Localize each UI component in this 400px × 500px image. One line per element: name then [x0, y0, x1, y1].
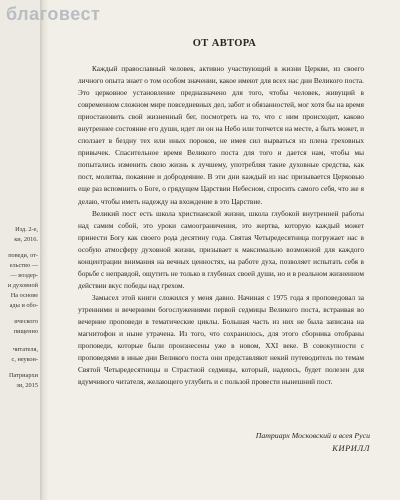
page-title: ОТ АВТОРА [192, 38, 257, 49]
left-page-fragment: Патриархи [9, 372, 38, 379]
book-gutter [40, 0, 49, 500]
left-page-fragment: На основе [10, 292, 38, 299]
left-page-fragment: зи, 2015 [16, 382, 38, 389]
left-page-fragment: Изд. 2-е, [15, 226, 38, 233]
left-page-fragment: с, неукон- [11, 356, 38, 363]
paragraph: Каждый православный человек, активно участвующий в жизни Церкви, из своего личного опыта знает о том особом значении, какое имеют для всех нас дни Великого поста. Это церковное установление предназначено для того, чтобы человек, живущий в современном сложном мире повседневных дел, забот и обязанностей, мог хотя бы на время приостановить свой жизненный бег, посмотреть на то, что с ним происходит, каково внутреннее состояние его души, идет ли он на Небо или топчется на месте, а быть может, и сползает в бездну тех или иных пороков, не имея сил вырваться из плена греховных привычек. Спасительное время Великого поста для того и дается нам, чтобы мы попытались изменить свою жизнь к лучшему, употребляя такие духовные средства, как пост, молитва, покаяние и добродеяние. В эти дни каждый из нас призывается Церковью еще раз вспомнить о Боге, о грядущем Царствии Небесном, спросить самого себя, что же я делаю, чтобы иметь надежду на вхождение в это Царствие. [78, 64, 364, 206]
left-page-fragment: ки, 2016. [14, 236, 38, 243]
left-page-fragment: ического [14, 318, 38, 325]
left-page-fragment: и духовной [7, 282, 38, 289]
left-facing-page [0, 0, 40, 500]
left-page-fragment: пищенно [13, 328, 38, 335]
left-page-fragment: читателя, [12, 346, 38, 353]
signature-name: КИРИЛЛ [332, 444, 370, 453]
signature-title: Патриарх Московский и всея Руси [255, 431, 370, 440]
left-page-fragment: поведи, от- [8, 252, 38, 259]
watermark-logo: благовест [6, 4, 101, 24]
paragraph: Великий пост есть школа христианской жизни, школа глубокой внутренней работы над самим собой, это уроки самоограничения, это жертва, которую каждый может принести Богу как своего рода десятину года. Святая Четыредесятница погружает нас в особую атмосферу духовной жизни, призывает к максимально возможной для каждого концентрации внимания на вечных ценностях, на работе духа, позволяет испытать себя в борьбе с неправдой, ощутить не только в глубинах своей души, но и в реальном жизненном действии вкус победы над грехом. [78, 208, 364, 290]
paragraph: Замысел этой книги сложился у меня давно. Начиная с 1975 года я проповедовал за утренними и вечерними богослужениями первой седмицы Великого поста, встраивая во вечерние проповеди в тематические циклы. Большая часть из них не была записана на магнитофон и ныне утрачена. Из того, что сохранилось, для этого сборника отобраны проповеди, которые были произнесены уже в новом, XXI веке. В совокупности с проповедями в иные дни Великого поста они представляют некий путеводитель по темам Святой Четыредесятницы и Страстной седмицы, который, надеюсь, будет полезен для вдумчивого читателя, желающего углубить и с пользой провести нынешний пост. [78, 292, 364, 387]
left-page-fragment: ельство — [9, 262, 38, 269]
page-body [78, 63, 364, 388]
book-page [49, 0, 400, 500]
left-page-fragment: ады и обо- [9, 302, 38, 309]
left-page-fragment: — воздер- [10, 272, 38, 279]
